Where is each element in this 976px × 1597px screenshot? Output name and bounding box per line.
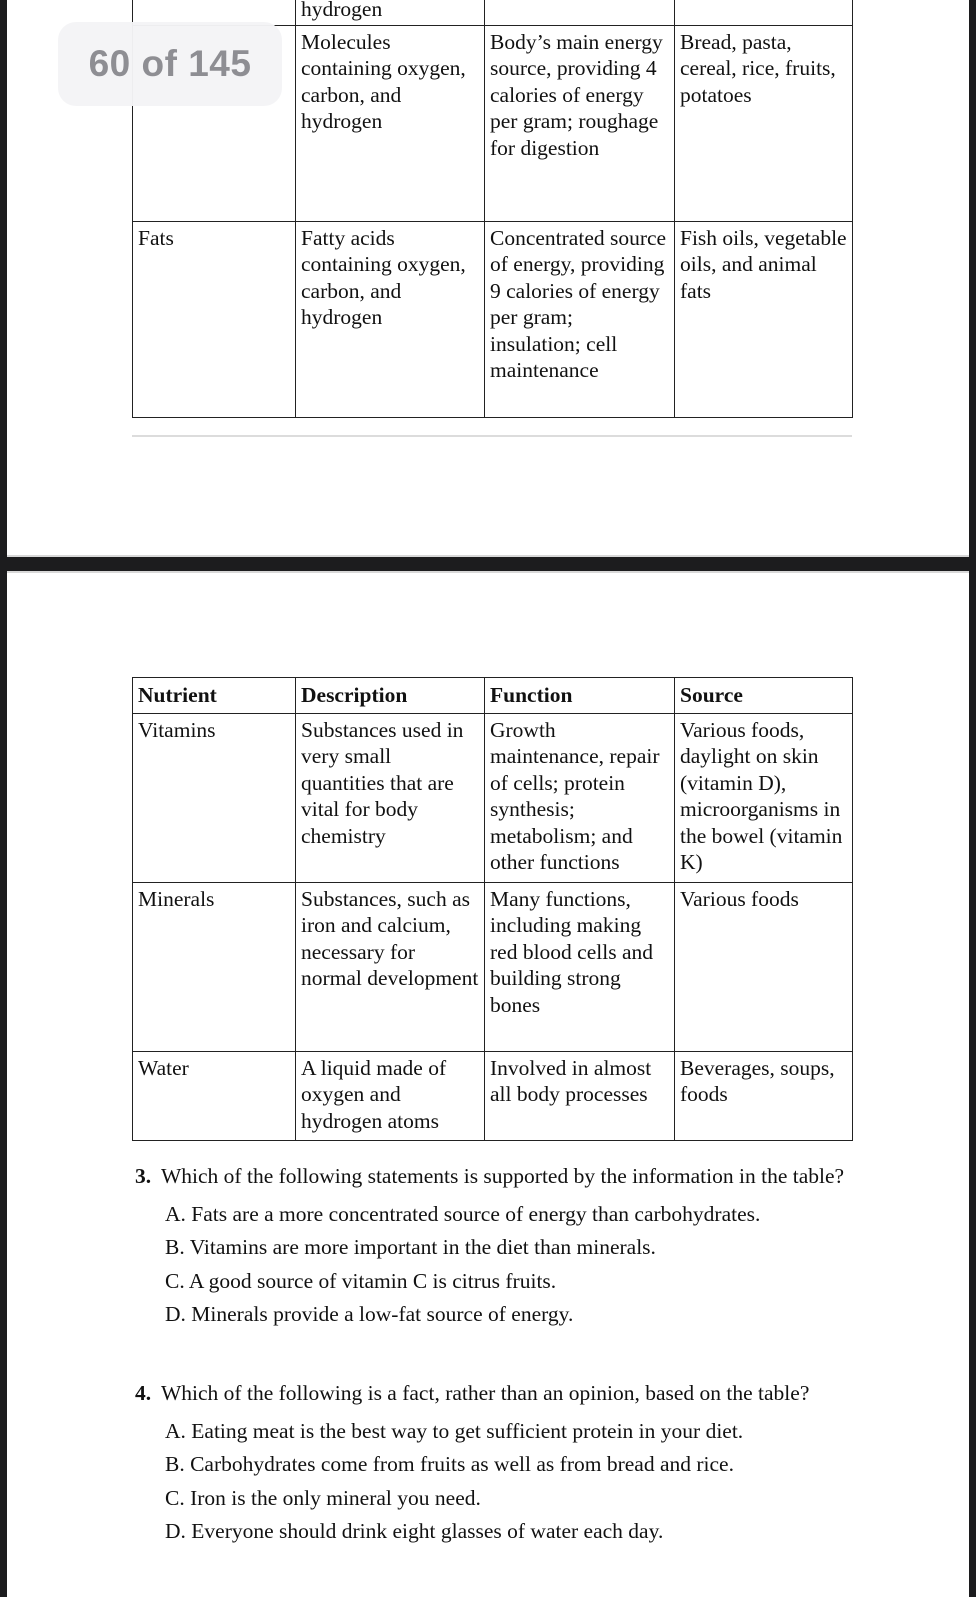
answer-option-d: D. Everyone should drink eight glasses of water each day. bbox=[165, 1519, 664, 1543]
nutrient-cell: Vitamins bbox=[133, 713, 296, 882]
table-header-row bbox=[133, 678, 853, 714]
function-cell: Growth maintenance, repair of cells; protein synthesis; metabolism; and other functions bbox=[485, 713, 675, 882]
function-cell: Concentrated source of energy, providing 9 calories of energy per gram; insulation; cell maintenance bbox=[485, 221, 675, 417]
page-counter-badge: 60 of 145 bbox=[58, 22, 282, 106]
source-cell bbox=[675, 0, 853, 25]
footer-divider bbox=[132, 435, 852, 437]
answer-option-a: A. Fats are a more concentrated source of energy than carbohydrates. bbox=[165, 1201, 761, 1226]
table-row bbox=[133, 221, 853, 417]
table-row bbox=[133, 882, 853, 1051]
document-page-60 bbox=[7, 0, 969, 557]
table-row bbox=[133, 1051, 853, 1140]
source-cell: Bread, pasta, cereal, rice, fruits, potatoes bbox=[675, 25, 853, 221]
function-cell: Involved in almost all body processes bbox=[485, 1051, 675, 1140]
question-text: Which of the following is a fact, rather than an opinion, based on the table? bbox=[161, 1381, 810, 1405]
document-page-61 bbox=[7, 571, 969, 1597]
function-cell: Many functions, including making red blood cells and building strong bones bbox=[485, 882, 675, 1051]
source-cell: Beverages, soups, foods bbox=[675, 1051, 853, 1140]
answer-option-d: D. Minerals provide a low-fat source of energy. bbox=[165, 1302, 574, 1326]
description-cell: Molecules containing oxygen, carbon, and hydrogen bbox=[296, 25, 485, 221]
question-4 bbox=[135, 1380, 855, 1552]
nutrient-cell: Water bbox=[133, 1051, 296, 1140]
function-cell: Body’s main energy source, providing 4 calories of energy per gram; roughage for digestion bbox=[485, 25, 675, 221]
answer-option-b: B. Carbohydrates come from fruits as well as from bread and rice. bbox=[165, 1452, 734, 1476]
description-cell: Substances used in very small quantities that are vital for body chemistry bbox=[296, 713, 485, 882]
header-description: Description bbox=[296, 678, 485, 714]
description-cell: Substances, such as iron and calcium, necessary for normal development bbox=[296, 882, 485, 1051]
nutrient-cell: Fats bbox=[133, 221, 296, 417]
function-cell bbox=[485, 0, 675, 25]
header-nutrient: Nutrient bbox=[133, 678, 296, 714]
answer-option-c: C. A good source of vitamin C is citrus fruits. bbox=[165, 1268, 557, 1293]
source-cell: Various foods, daylight on skin (vitamin D), microorganisms in the bowel (vitamin K) bbox=[675, 713, 853, 882]
answer-option-a: A. Eating meat is the best way to get sufficient protein in your diet. bbox=[165, 1418, 744, 1443]
header-function: Function bbox=[485, 678, 675, 714]
source-cell: Various foods bbox=[675, 882, 853, 1051]
description-cell: Fatty acids containing oxygen, carbon, and hydrogen bbox=[296, 221, 485, 417]
table-row bbox=[133, 713, 853, 882]
answer-option-c: C. Iron is the only mineral you need. bbox=[165, 1485, 481, 1510]
question-3 bbox=[135, 1163, 855, 1335]
nutrient-cell: Minerals bbox=[133, 882, 296, 1051]
nutrient-table bbox=[132, 677, 853, 1141]
answer-option-b: B. Vitamins are more important in the diet than minerals. bbox=[165, 1235, 656, 1259]
description-cell: hydrogen bbox=[296, 0, 485, 25]
source-cell: Fish oils, vegetable oils, and animal fats bbox=[675, 221, 853, 417]
question-text: Which of the following statements is supported by the information in the table? bbox=[161, 1164, 845, 1188]
question-number: 4. bbox=[135, 1381, 152, 1405]
header-source: Source bbox=[675, 678, 853, 714]
question-number: 3. bbox=[135, 1164, 152, 1188]
description-cell: A liquid made of oxygen and hydrogen atoms bbox=[296, 1051, 485, 1140]
